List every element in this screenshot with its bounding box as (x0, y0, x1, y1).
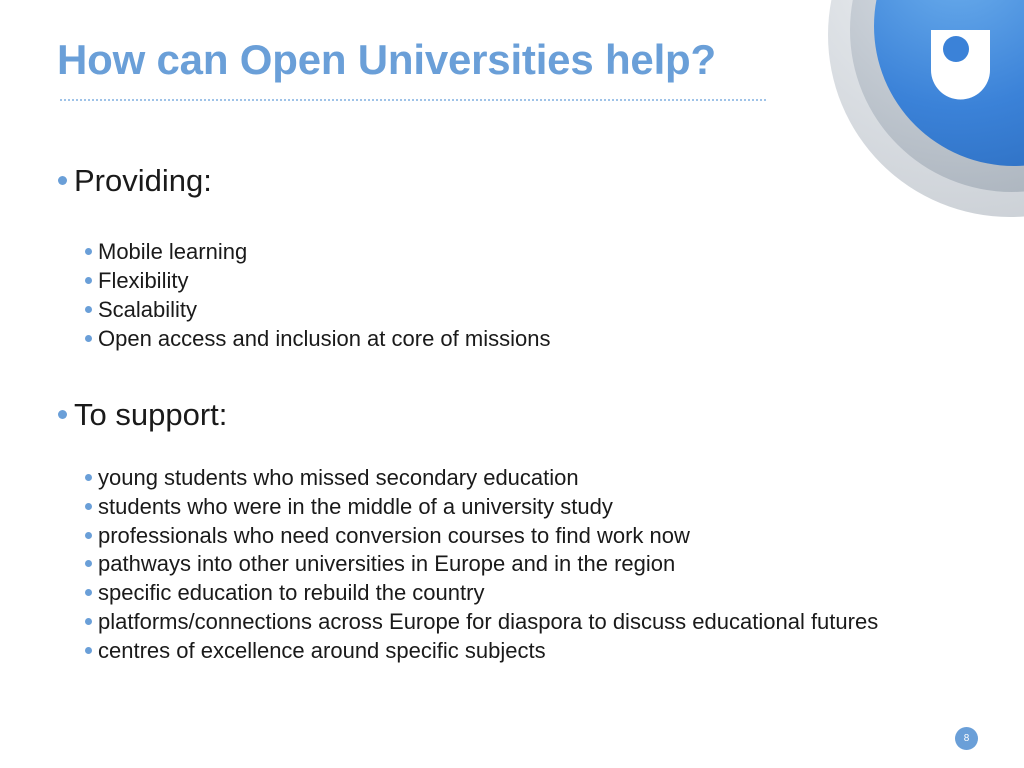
bullet-dot-icon (85, 503, 92, 510)
bullet-dot-icon (85, 335, 92, 342)
section-heading-to-support: To support: (58, 397, 227, 433)
list-item: specific education to rebuild the country (85, 579, 484, 607)
list-item: centres of excellence around specific subjects (85, 637, 546, 665)
list-item: platforms/connections across Europe for diaspora to discuss educational futures (85, 608, 878, 636)
slide-title: How can Open Universities help? (57, 36, 716, 83)
list-item: pathways into other universities in Europe and in the region (85, 550, 675, 578)
bullet-dot-icon (85, 306, 92, 313)
list-item: Flexibility (85, 267, 188, 295)
bullet-dot-icon (85, 618, 92, 625)
list-item: students who were in the middle of a university study (85, 493, 613, 521)
bullet-dot-icon (85, 248, 92, 255)
list-item: young students who missed secondary education (85, 464, 579, 492)
bullet-dot-icon (85, 474, 92, 481)
list-item: Mobile learning (85, 238, 247, 266)
bullet-dot-icon (85, 277, 92, 284)
page-number-badge: 8 (955, 727, 978, 750)
bullet-dot-icon (85, 589, 92, 596)
bullet-dot-icon (58, 410, 67, 419)
bullet-dot-icon (58, 176, 67, 185)
section-heading-providing: Providing: (58, 163, 212, 199)
bullet-dot-icon (85, 647, 92, 654)
list-item: Open access and inclusion at core of missions (85, 325, 550, 353)
bullet-dot-icon (85, 560, 92, 567)
list-item: professionals who need conversion courses to find work now (85, 522, 690, 550)
list-item: Scalability (85, 296, 197, 324)
bullet-dot-icon (85, 532, 92, 539)
title-divider (60, 99, 766, 101)
